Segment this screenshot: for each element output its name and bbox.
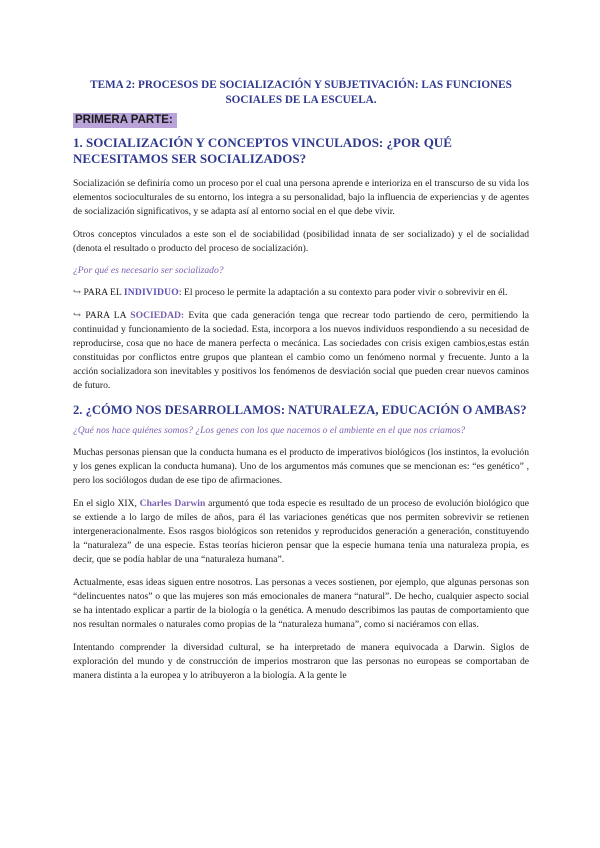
p2-post: argumentó que toda especie es resultado de un proceso de evolución biológico que se extiende a lo largo de miles de años, para él las variaciones genéticas que nos permiten sobrevivir se retienen intergeneracionalmente. Esos rasgos biológicos son retenidos y reproducidos generación a generación, constituyendo la “naturaleza” de una especie. Estas teorías hicieron pensar que la especie humana tenía una naturaleza propia, es decir, que se podía hablar de una “naturaleza humana”. <box>73 498 530 565</box>
section-1-heading: 1. SOCIALIZACIÓN Y CONCEPTOS VINCULADOS: ¿POR QUÉ NECESITAMOS SER SOCIALIZADOS? <box>73 135 452 166</box>
section-2-paragraph-1: Muchas personas piensan que la conducta humana es el producto de imperativos biológicos (los instintos, la evolución y los genes explican la conducta humana). Uno de los argumentos más comunes que se mencionan es: “es genético” , pero los sociólogos dudan de ese tipo de afirmaciones. <box>73 447 529 486</box>
part-label: PRIMERA PARTE: <box>73 113 177 128</box>
section-2-paragraph-4: Intentando comprender la diversidad cultural, se ha interpretado de manera equivocada a Darwin. Siglos de exploración del mundo y de construcción de imperios mostraron que las personas no europeas se comportaban de manera distinta a la europea y lo atribuyeron a la biología. A la gente le <box>73 642 529 681</box>
section-2-question: ¿Qué nos hace quiénes somos? ¿Los genes con los que nacemos o el ambiente en el que nos criamos? <box>73 425 466 436</box>
section-1-paragraph-2: Otros conceptos vinculados a este son el de sociabilidad (posibilidad innata de ser socializado) y el de socialidad (denota el resultado o producto del proceso de socialización). <box>73 229 529 254</box>
p2-pre: En el siglo XIX, <box>73 498 137 509</box>
section-2-heading: 2. ¿CÓMO NOS DESARROLLAMOS: NATURALEZA, EDUCACIÓN O AMBAS? <box>73 403 527 417</box>
bullet-1-prefix: PARA EL <box>83 287 122 298</box>
document-title: TEMA 2: PROCESOS DE SOCIALIZACIÓN Y SUBJETIVACIÓN: LAS FUNCIONES SOCIALES DE LA ESCUELA. <box>90 79 512 106</box>
document-page <box>73 78 529 692</box>
bullet-individuo <box>73 286 529 300</box>
bullet-2-text: Evita que cada generación tenga que recrear todo partiendo de cero, permitiendo la continuidad y funcionamiento de la sociedad. Esta, incorpora a los nuevos individuos respondiendo a su necesidad de reproducirse, cosa que no hace de manera perfecta o mecánica. Las sociedades con crisis exigen cambios,estas están constituidas por conflictos entre grupos que plantean el cambio como un fenómeno normal y frecuente. Junto a la acción socializadora son inevitables y positivos los fenómenos de desviación social que pueden crear nuevos caminos de futuro. <box>73 310 529 391</box>
section-1-paragraph-1: Socialización se definiría como un proceso por el cual una persona aprende e interioriza en el transcurso de su vida los elementos socioculturales de su entorno, los integra a su personalidad, bajo la influencia de experiencias y de agentes de socialización significativos, y se adapta así al entorno social en el que debe vivir. <box>73 178 529 217</box>
section-2-paragraph-3: Actualmente, esas ideas siguen entre nosotros. Las personas a veces sostienen, por ejemplo, que algunas personas son “delincuentes natos” o que las mujeres son más emocionales de manera “natural”. De hecho, cualquier aspecto social se ha intentado explicar a partir de la biología o la genética. A menudo describimos las pautas de comportamiento que nos resultan normales o naturales como propias de la “naturaleza humana”, como si naciéramos con ellas. <box>73 577 529 630</box>
darwin-name: Charles Darwin <box>139 498 206 509</box>
bullet-1-keyword: INDIVIDUO <box>123 287 179 298</box>
bullet-2-prefix: PARA LA <box>85 310 127 321</box>
bullet-2-keyword: SOCIEDAD: <box>130 310 185 321</box>
arrow-icon: ↪ <box>73 310 82 321</box>
section-1-question: ¿Por qué es necesario ser socializado? <box>73 265 224 276</box>
section-2-paragraph-2 <box>73 497 529 567</box>
bullet-1-text: : El proceso le permite la adaptación a su contexto para poder vivir o sobrevivir en él. <box>178 287 508 298</box>
bullet-sociedad <box>73 309 529 393</box>
arrow-icon: ↪ <box>73 287 82 298</box>
